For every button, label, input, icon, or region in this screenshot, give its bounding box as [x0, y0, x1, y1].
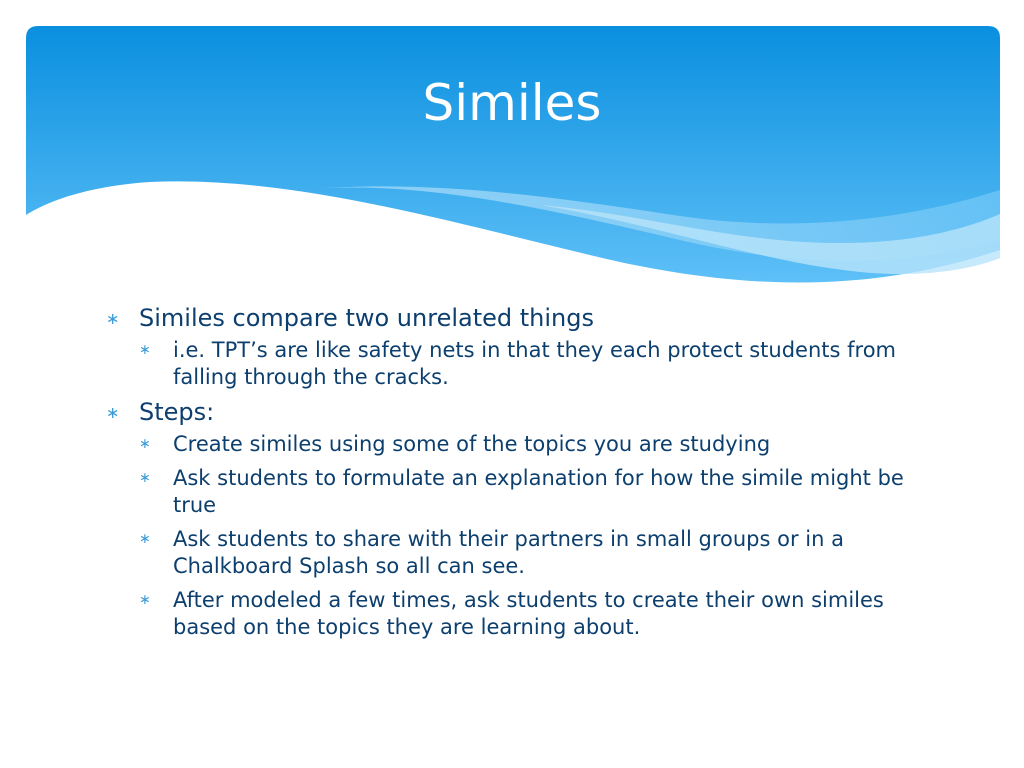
sub-list-item-text: Ask students to share with their partners in small groups or in a Chalkboard Splash so all can see. [173, 527, 844, 578]
sub-list-item [139, 337, 926, 391]
list-item-text: Similes compare two unrelated things [139, 304, 594, 332]
slide-title: Similes [422, 74, 602, 132]
asterisk-bullet-icon: ∗ [139, 436, 151, 452]
list-item [106, 398, 926, 641]
asterisk-bullet-icon: ∗ [139, 531, 151, 547]
asterisk-bullet-icon: ∗ [139, 342, 151, 358]
bullet-list-container [106, 300, 926, 648]
sub-list-item [139, 587, 926, 641]
sub-list-item [139, 465, 926, 519]
asterisk-bullet-icon: ∗ [139, 470, 151, 486]
sub-bullet-list [139, 337, 926, 391]
sub-list-item [139, 526, 926, 580]
sub-list-item-text: After modeled a few times, ask students to create their own similes based on the topics they are learning about. [173, 588, 884, 639]
sub-list-item-text: Ask students to formulate an explanation for how the simile might be true [173, 466, 904, 517]
sub-list-item-text: Create similes using some of the topics you are studying [173, 432, 771, 456]
header-banner [0, 0, 1024, 300]
list-item-text: Steps: [139, 398, 215, 426]
sub-bullet-list [139, 431, 926, 641]
sub-list-item-text: i.e. TPT’s are like safety nets in that they each protect students from falling through the cracks. [173, 338, 896, 389]
bullet-list [106, 304, 926, 641]
list-item [106, 304, 926, 391]
sub-list-item [139, 431, 926, 458]
asterisk-bullet-icon: ∗ [106, 309, 120, 328]
asterisk-bullet-icon: ∗ [139, 592, 151, 608]
asterisk-bullet-icon: ∗ [106, 403, 120, 422]
